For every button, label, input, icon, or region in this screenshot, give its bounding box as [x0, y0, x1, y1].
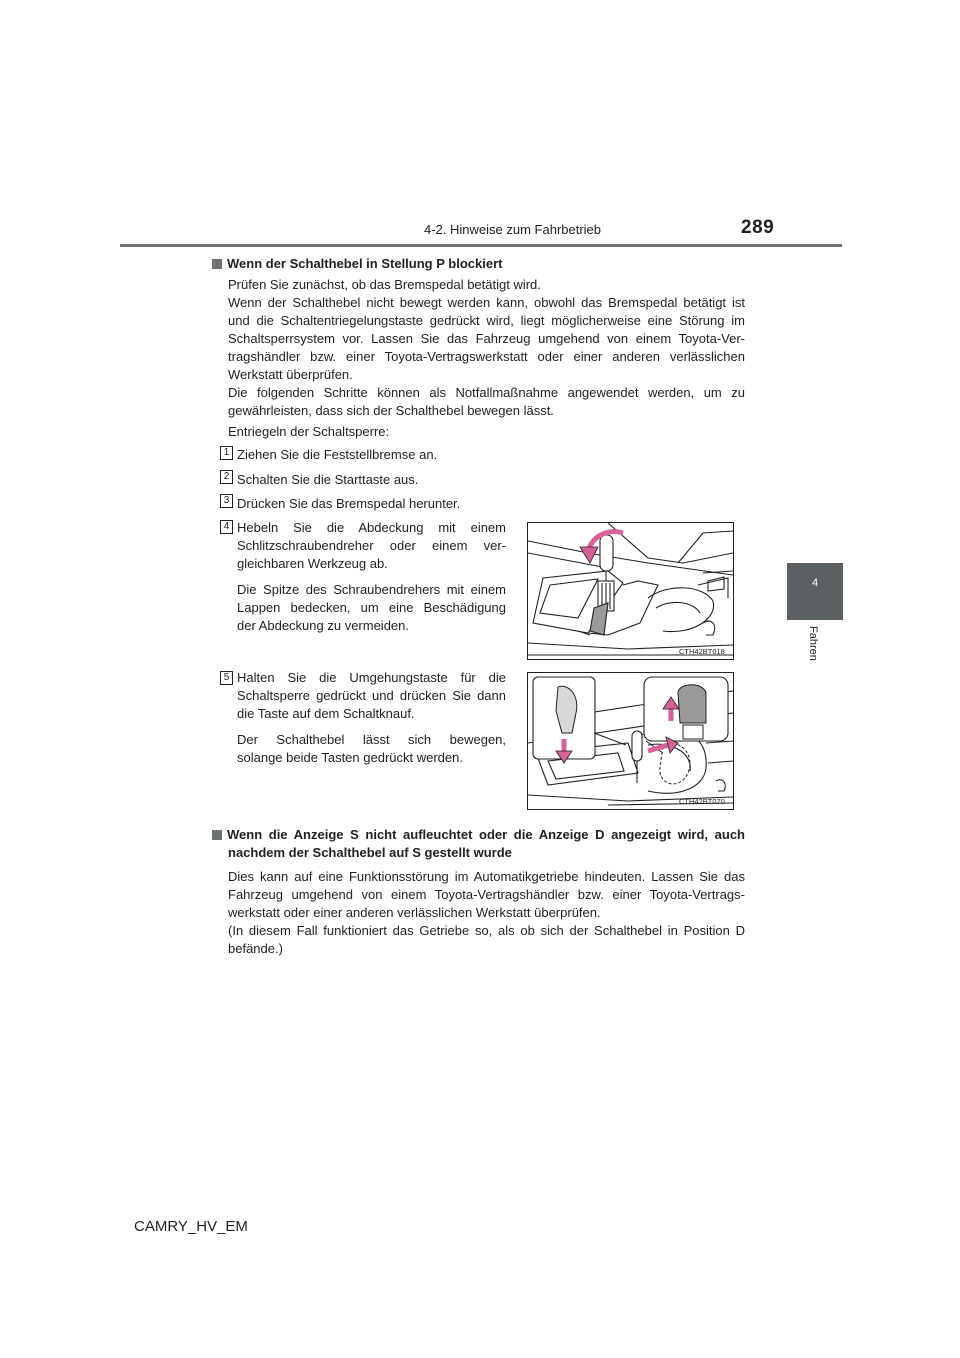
unlock-label: Entriegeln der Schaltsperre:: [228, 424, 390, 439]
body-line: Dies kann auf eine Funktionsstörung im Automatikgetriebe hindeuten. Lassen Sie das: [228, 869, 745, 884]
intro-line: tragshändler bzw. einer Toyota-Vertragswerkstatt oder einer anderen verlässlichen: [228, 349, 745, 364]
body-line: werkstatt oder einer anderen verlässlichen Werkstatt überprüfen.: [228, 905, 601, 920]
square-bullet-icon: [212, 830, 222, 840]
bypass-button-illustration: [528, 673, 733, 809]
chapter-tab: 4: [787, 563, 843, 620]
step-number-4: 4: [220, 520, 233, 534]
step5-note-line: Der Schalthebel lässt sich bewegen,: [237, 732, 506, 747]
intro-paragraph: [228, 276, 745, 420]
body-line: befände.): [228, 941, 283, 956]
step-text-1: Ziehen Sie die Feststellbremse an.: [237, 447, 438, 462]
step5-line: Halten Sie die Umgehungstaste für die: [237, 670, 506, 685]
intro-line: und die Schaltentriegelungstaste gedrückt wird, liegt möglicherweise eine Störung im: [228, 313, 745, 328]
figure-code-1: CTH42BT018: [679, 647, 725, 656]
step4-note-line: der Abdeckung zu vermeiden.: [237, 618, 409, 633]
section-title: 4-2. Hinweise zum Fahrbetrieb: [424, 222, 602, 237]
step-text-3: Drücken Sie das Bremspedal herunter.: [237, 496, 461, 511]
step-number-3: 3: [220, 494, 233, 508]
step5-note-line: solange beide Tasten gedrückt werden.: [237, 750, 463, 765]
figure-screwdriver-cover: [527, 522, 734, 660]
intro-line: Die folgenden Schritte können als Notfallmaßnahme angewendet werden, um zu: [228, 385, 745, 400]
step4-note-line: Lappen bedecken, um eine Beschädigung: [237, 600, 506, 615]
heading-text: Wenn der Schalthebel in Stellung P blockiert: [227, 256, 503, 271]
step-number-5: 5: [220, 671, 233, 685]
figure-code-2: CTH42BT070: [679, 797, 725, 806]
square-bullet-icon: [212, 259, 222, 269]
intro-line: Werkstatt überprüfen.: [228, 367, 353, 382]
step4-line: Schlitzschraubendreher oder einem ver-: [237, 538, 506, 553]
chapter-tab-label: [787, 626, 843, 666]
step-number-2: 2: [220, 470, 233, 484]
step5-line: die Taste auf dem Schaltknauf.: [237, 706, 415, 721]
section-heading-p-blocked: [212, 255, 502, 273]
body-line: (In diesem Fall funktioniert das Getriebe so, als ob sich der Schalthebel in Position D: [228, 923, 745, 938]
screwdriver-illustration: [528, 523, 733, 659]
heading-text: Wenn die Anzeige S nicht aufleuchtet oder die Anzeige D angezeigt wird, auch: [227, 827, 745, 842]
step-text-5: [237, 669, 506, 767]
intro-line: gewährleisten, dass sich der Schalthebel bewegen lässt.: [228, 403, 554, 418]
intro-line: Wenn der Schalthebel nicht bewegt werden kann, obwohl das Bremspedal betätigt ist: [228, 295, 745, 310]
step4-line: Hebeln Sie die Abdeckung mit einem: [237, 520, 506, 535]
step-number-1: 1: [220, 446, 233, 460]
intro-line: Schaltsperrsystem vor. Lassen Sie das Fahrzeug umgehend von einem Toyota-Ver-: [228, 331, 745, 346]
figure-bypass-button: [527, 672, 734, 810]
step4-note-line: Die Spitze des Schraubendrehers mit einem: [237, 582, 506, 597]
model-code: CAMRY_HV_EM: [134, 1218, 248, 1235]
step5-line: Schaltsperre gedrückt und drücken Sie dann: [237, 688, 506, 703]
step-text-4: [237, 519, 506, 635]
step4-line: gleichbaren Werkzeug ab.: [237, 556, 388, 571]
page-number: 289: [741, 217, 775, 238]
chapter-label-text: Fahren: [807, 626, 819, 661]
section-heading-s-indicator: [212, 826, 745, 862]
s-indicator-paragraph: [228, 868, 745, 958]
step-text-2: Schalten Sie die Starttaste aus.: [237, 472, 419, 487]
intro-line: Prüfen Sie zunächst, ob das Bremspedal betätigt wird.: [228, 277, 541, 292]
header-rule: [120, 244, 842, 247]
heading-text: nachdem der Schalthebel auf S gestellt wurde: [228, 845, 512, 860]
body-line: Fahrzeug umgehend von einem Toyota-Vertragshändler bzw. einer Toyota-Vertrags-: [228, 887, 745, 902]
